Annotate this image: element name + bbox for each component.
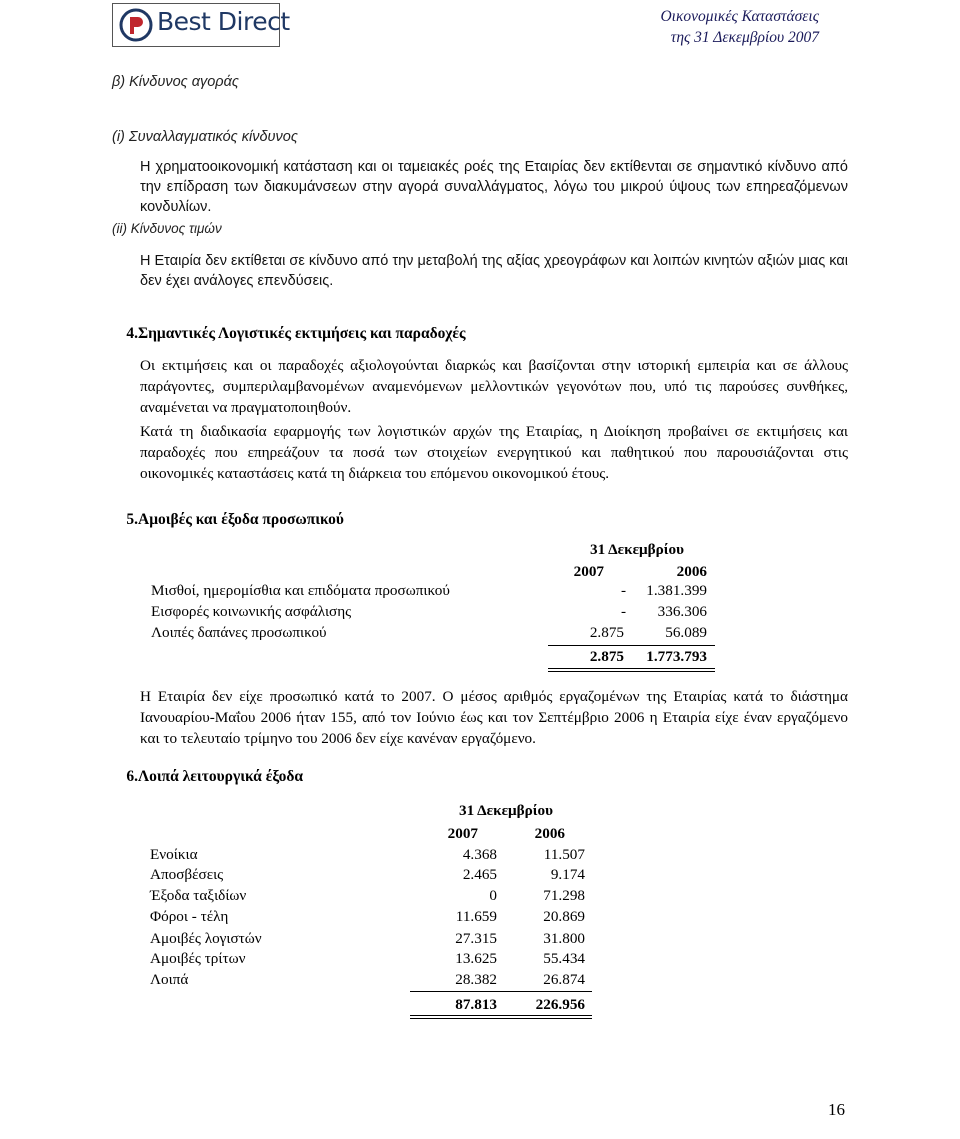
section-5-number: 5.	[126, 511, 138, 528]
table-row-label: Εισφορές κοινωνικής ασφάλισης	[151, 603, 352, 620]
table-cell-2007: 11.659	[455, 908, 497, 925]
section-5-period-header: 31 Δεκεμβρίου	[589, 541, 684, 558]
section-5-col-2007: 2007	[573, 563, 604, 580]
table-cell-2006: 1.381.399	[646, 582, 707, 599]
section-4-title: Σημαντικές Λογιστικές εκτιμήσεις και παραδοχές	[138, 325, 466, 342]
header-title: Οικονομικές Καταστάσεις	[660, 8, 819, 25]
table-cell-2007: 13.625	[455, 950, 497, 967]
sub-ii-text: Η Εταιρία δεν εκτίθεται σε κίνδυνο από την μεταβολή της αξίας χρεογράφων και λοιπών κινητών αξιών μιας και δεν έχει ανάλογες επενδύσεις.	[140, 253, 848, 289]
sub-i-text: Η χρηματοοικονομική κατάσταση και οι ταμειακές ροές της Εταιρίας δεν εκτίθενται σε σημαντικό κίνδυνο από την επίδραση των διακυμάνσεων στην αγορά συναλλάγματος, λόγω του μικρού ύψους των επηρεαζόμενων κονδυλίων.	[140, 159, 848, 215]
section-5-total-2007: 2.875	[589, 648, 624, 665]
table-row-label: Αποσβέσεις	[150, 866, 224, 883]
table-cell-2006: 11.507	[543, 846, 585, 863]
total-double-rule	[548, 671, 632, 672]
table-cell-2007: 28.382	[455, 971, 497, 988]
table-cell-2007: 0	[489, 887, 497, 904]
section-6-heading	[112, 768, 303, 786]
section-5-title: Αμοιβές και έξοδα προσωπικού	[138, 511, 344, 528]
total-double-rule	[548, 668, 632, 669]
table-cell-2006: 71.298	[543, 887, 585, 904]
subtotal-rule	[500, 991, 592, 992]
section-4-para2: Κατά τη διαδικασία εφαρμογής των λογιστικών αρχών της Εταιρίας, η Διοίκηση προβαίνει σε εκτιμήσεις και παραδοχές που επηρεάζουν τα ποσά των στοιχείων ενεργητικού και παθητικού που παρουσιάζονται στις οικονομικές καταστάσεις κατά τη διάρκεια του επόμενου οικονομικού έτους.	[140, 423, 848, 482]
table-row-label: Λοιπές δαπάνες προσωπικού	[151, 624, 327, 641]
header-date: της 31 Δεκεμβρίου 2007	[670, 29, 819, 46]
table-cell-2006: 20.869	[543, 908, 585, 925]
table-row-label: Αμοιβές λογιστών	[150, 930, 262, 947]
table-row-label: Ενοίκια	[150, 846, 198, 863]
table-cell-2007: 4.368	[462, 846, 497, 863]
logo-mark-icon	[119, 8, 153, 42]
section-5-note: Η Εταιρία δεν είχε προσωπικό κατά το 2007. Ο μέσος αριθμός εργαζομένων της Εταιρίας κατά το διάστημα Ιανουαρίου-Μαΐου 2006 ήταν 155, από τον Ιούνιο έως και τον Σεπτέμβριο 2006 η Εταιρία είχε έναν εργαζόμενο και το τελευταίο τρίμηνο του 2006 δεν είχε κανέναν εργαζόμενο.	[140, 688, 848, 747]
table-cell-2006: 31.800	[543, 930, 585, 947]
table-cell-2007: 27.315	[455, 930, 497, 947]
subtotal-rule	[632, 645, 715, 646]
section-6-number: 6.	[126, 768, 138, 785]
page-number: 16	[828, 1100, 845, 1119]
table-row-label: Φόροι - τέλη	[150, 908, 229, 925]
total-double-rule	[632, 668, 715, 669]
table-row-label: Λοιπά	[150, 971, 189, 988]
company-logo	[112, 3, 290, 47]
table-row-label: Μισθοί, ημερομίσθια και επιδόματα προσωπικού	[151, 582, 450, 599]
section-5-col-2006: 2006	[676, 563, 707, 580]
table-cell-2007: 2.465	[462, 866, 497, 883]
subtotal-rule	[548, 645, 632, 646]
table-row-label: Έξοδα ταξιδίων	[150, 887, 247, 904]
table-cell-2006: 55.434	[543, 950, 585, 967]
table-cell-2006: 336.306	[657, 603, 707, 620]
section-6-period-header: 31 Δεκεμβρίου	[458, 802, 553, 819]
table-cell-2007: -	[620, 603, 626, 620]
section-5-heading	[112, 511, 344, 529]
section-5-total-2006: 1.773.793	[646, 648, 707, 665]
total-double-rule	[500, 1015, 592, 1016]
table-cell-2006: 26.874	[543, 971, 585, 988]
subtotal-rule	[410, 991, 500, 992]
section-6-title: Λοιπά λειτουργικά έξοδα	[138, 768, 304, 785]
section-b-title: β) Κίνδυνος αγοράς	[112, 74, 239, 90]
sub-ii-title: (ii) Κίνδυνος τιμών	[112, 221, 222, 236]
table-cell-2006: 9.174	[550, 866, 585, 883]
total-double-rule	[632, 671, 715, 672]
total-double-rule	[410, 1015, 500, 1016]
section-6-col-2007: 2007	[447, 825, 478, 842]
table-row-label: Αμοιβές τρίτων	[150, 950, 246, 967]
logo-text: Best Direct	[157, 7, 290, 36]
table-cell-2006: 56.089	[665, 624, 707, 641]
total-double-rule	[410, 1018, 500, 1019]
total-double-rule	[500, 1018, 592, 1019]
table-cell-2007: 2.875	[589, 624, 624, 641]
section-4-number: 4.	[126, 325, 138, 342]
table-cell-2007: -	[620, 582, 626, 599]
section-6-col-2006: 2006	[534, 825, 565, 842]
sub-i-title: (i) Συναλλαγματικός κίνδυνος	[112, 129, 298, 145]
section-6-total-2006: 226.956	[535, 996, 585, 1013]
section-6-total-2007: 87.813	[455, 996, 497, 1013]
section-4-para1: Οι εκτιμήσεις και οι παραδοχές αξιολογούνται διαρκώς και βασίζονται στην ιστορική εμπειρία και σε άλλους παράγοντες, συμπεριλαμβανομένων αναμενόμενων μελλοντικών γεγονότων που, υπό τις παρούσες συνθήκες, αναμένεται να πραγματοποιηθούν.	[140, 357, 848, 416]
section-4-heading	[112, 325, 466, 343]
